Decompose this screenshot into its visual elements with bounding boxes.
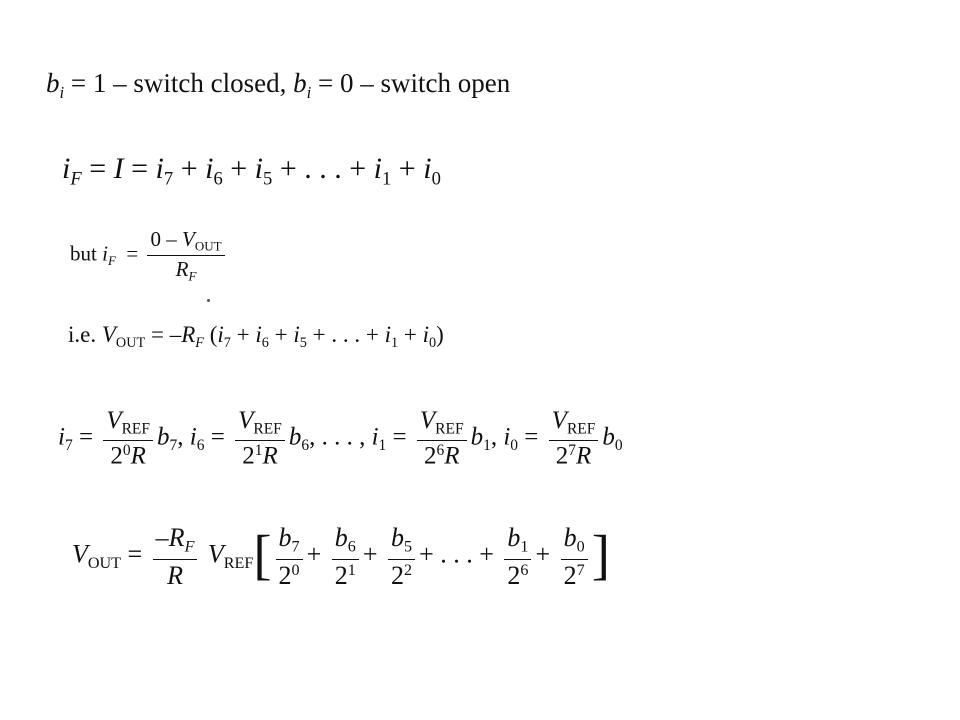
but-label: but [70,241,103,266]
fraction-i0: $\frac{V_{REF}}{2^7R}$ [549,408,599,469]
fraction-i7: $\frac{V_{REF}}{2^0R}$ [103,408,153,469]
fraction-i6: $\frac{V_{REF}}{2^1R}$ [235,408,285,469]
stray-mark [207,299,210,302]
condition-line: $b_i = 1$ – switch closed, $b_i = 0$ – switch open [46,68,511,102]
fraction-b5: $\frac{b_5}{2^2}$ [388,524,415,589]
fraction-b7: $\frac{b_7}{2^0}$ [276,524,303,589]
vout-equation: i.e. $V_{OUT} = -R_F$ ($i_7 + i_6 + i_5$ + . . . + $i_1 + i_0$) [68,322,444,351]
open-text: = 0 – switch open [318,68,511,98]
fraction-b1: $\frac{b_1}{2^6}$ [504,524,531,589]
right-bracket: ] [591,523,610,585]
ie-label: i.e. [68,322,102,347]
current-sum-equation: $i_F = I = i_7 + i_6 + i_5$ + . . . + $i_1 + i_0$ [62,152,441,190]
vout-over-rf-fraction: $\frac{0 - V_{OUT}}{R_F}$ [147,228,224,283]
fraction-i1: $\frac{V_{REF}}{2^6R}$ [417,408,467,469]
fraction-b6: $\frac{b_6}{2^1}$ [332,524,359,589]
closed-text: = 1 – switch closed, [70,68,287,98]
fraction-rf-over-r: $\frac{-R_F}{R}$ [153,524,198,589]
branch-currents-equation: $i_7$ = $\frac{V_{REF}}{2^0R}$ $b_7$, $i_6$ = $\frac{V_{REF}}{2^1R}$ $b_6$, . . . , $i_1$ = $\frac{V_{REF}}{2^6R}$ $b_1$, $i_0$ = $\frac{V_{REF}}{2^7R}$ $b_0$ [58,407,623,470]
fraction-b0: $\frac{b_0}{2^7}$ [561,524,588,589]
feedback-current-equation: but $i_F$ = $\frac{0 - V_{OUT}}{R_F}$ [70,228,229,283]
final-vout-equation: $V_{OUT}$ = $\frac{-R_F}{R}$ $V_{REF}$[ $\frac{b_7}{2^0}$ + $\frac{b_6}{2^1}$ + $\frac{b_5}{2^2}$ + . . . + $\frac{b_1}{2^6}$ + $\frac{b_0}{2^7}$ ] [72,523,610,590]
left-bracket: [ [253,523,272,585]
